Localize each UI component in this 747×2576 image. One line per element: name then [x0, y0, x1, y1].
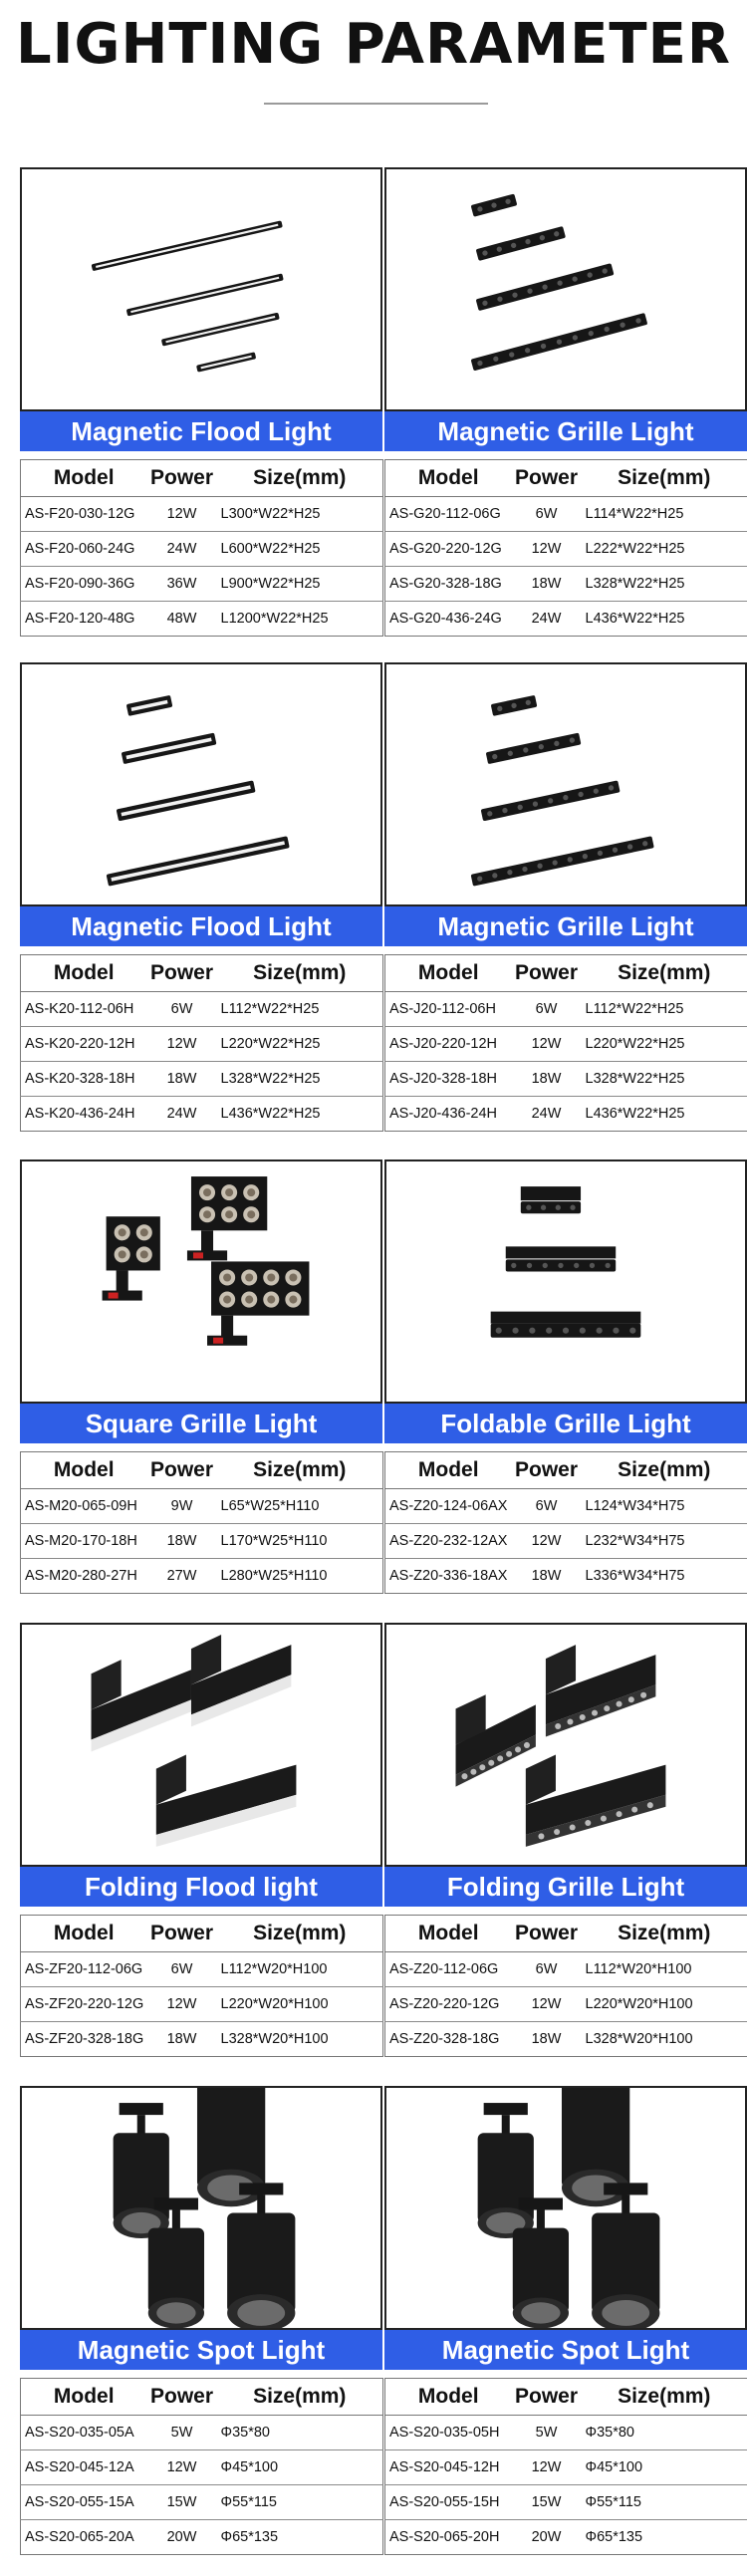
model-cell: AS-ZF20-220-12G [21, 1987, 147, 2022]
table-row [21, 1524, 383, 1559]
table-row [21, 1952, 383, 1987]
model-cell: AS-F20-030-12G [21, 497, 147, 532]
table-row [385, 992, 747, 1027]
model-cell: AS-S20-065-20A [25, 2529, 134, 2545]
model-cell: AS-J20-436-24H [389, 1106, 497, 1122]
table-row [385, 1952, 747, 1987]
column-header-power: Power [512, 2379, 582, 2416]
model-cell: AS-F20-090-36G [21, 567, 147, 602]
power-cell: 18W [147, 1524, 217, 1559]
table-row [21, 567, 383, 602]
size-cell: Φ65*135 [585, 2529, 643, 2545]
column-header-size: Size(mm) [582, 1916, 747, 1952]
column-header-model: Model [21, 2379, 147, 2416]
column-header-model: Model [385, 1452, 512, 1489]
grille-bar-light-photo [384, 662, 747, 906]
model-cell: AS-Z20-232-12AX [385, 1524, 512, 1559]
column-header-size: Size(mm) [217, 460, 383, 497]
column-header-power: Power [512, 460, 582, 497]
power-cell: 24W [531, 1106, 562, 1122]
column-header-model: Model [21, 1916, 147, 1952]
power-cell: 6W [147, 1952, 217, 1987]
table-row [385, 2520, 747, 2555]
model-cell: AS-G20-328-18G [385, 567, 512, 602]
spec-table [20, 459, 383, 637]
column-header-model: Model [385, 2379, 512, 2416]
product-name-banner: Magnetic Grille Light [384, 411, 747, 451]
spec-table [384, 2378, 747, 2555]
size-cell: L112*W20*H100 [217, 1952, 383, 1987]
column-header-power: Power [512, 1452, 582, 1489]
page-title: LIGHTING PARAMETER [16, 12, 731, 77]
table-row [21, 2485, 383, 2520]
model-cell: AS-K20-436-24H [25, 1106, 135, 1122]
column-header-model: Model [21, 955, 147, 992]
table-row [21, 1987, 383, 2022]
column-header-power: Power [147, 2379, 217, 2416]
model-cell: AS-K20-328-18H [21, 1062, 147, 1097]
column-header-power: Power [147, 1452, 217, 1489]
size-cell: L220*W20*H100 [582, 1987, 747, 2022]
power-cell: 9W [147, 1489, 217, 1524]
size-cell: L328*W22*H25 [582, 1062, 747, 1097]
model-cell: AS-S20-045-12H [385, 2450, 512, 2485]
flood-bar-light-photo [20, 662, 382, 906]
size-cell: Φ35*80 [217, 2416, 383, 2450]
size-cell: L112*W22*H25 [217, 992, 383, 1027]
model-cell: AS-S20-055-15H [385, 2485, 512, 2520]
power-cell: 18W [147, 1062, 217, 1097]
power-cell: 12W [512, 1524, 582, 1559]
table-row [385, 1987, 747, 2022]
table-row [21, 1027, 383, 1062]
model-cell: AS-S20-035-05H [385, 2416, 512, 2450]
table-row [385, 2485, 747, 2520]
model-cell: AS-S20-065-20H [389, 2529, 500, 2545]
folding-flood-light-photo [20, 1623, 382, 1867]
power-cell: 12W [147, 2450, 217, 2485]
table-row [385, 1027, 747, 1062]
power-cell: 24W [166, 1106, 197, 1122]
column-header-model: Model [385, 460, 512, 497]
folding-grille-light-photo [384, 1623, 747, 1867]
product-name-banner: Folding Flood light [20, 1867, 382, 1907]
model-cell: AS-Z20-124-06AX [385, 1489, 512, 1524]
model-cell: AS-Z20-112-06G [385, 1952, 512, 1987]
model-cell: AS-F20-120-48G [25, 611, 135, 627]
table-row [21, 1062, 383, 1097]
spec-table [384, 954, 747, 1132]
size-cell: L65*W25*H110 [217, 1489, 383, 1524]
model-cell: AS-K20-220-12H [21, 1027, 147, 1062]
power-cell: 5W [512, 2416, 582, 2450]
table-row [385, 1524, 747, 1559]
size-cell: L232*W34*H75 [582, 1524, 747, 1559]
size-cell: L436*W22*H25 [585, 1106, 685, 1122]
spec-header-row [385, 1452, 747, 1489]
size-cell: L220*W22*H25 [217, 1027, 383, 1062]
model-cell: AS-M20-280-27H [25, 1568, 137, 1584]
table-row [21, 1489, 383, 1524]
product-name-banner: Magnetic Grille Light [384, 906, 747, 946]
spot-light-photo [384, 2086, 747, 2330]
table-row [385, 2022, 747, 2057]
power-cell: 24W [531, 611, 562, 627]
column-header-power: Power [512, 1916, 582, 1952]
column-header-model: Model [385, 1916, 512, 1952]
spec-header-row [21, 1452, 383, 1489]
table-row [385, 2416, 747, 2450]
spec-header-row [21, 1916, 383, 1952]
foldable-grille-light-photo [384, 1159, 747, 1404]
table-row [21, 602, 383, 637]
table-row [385, 497, 747, 532]
product-name-banner: Magnetic Flood Light [20, 411, 382, 451]
table-row [21, 1097, 383, 1132]
table-row [385, 1062, 747, 1097]
power-cell: 12W [147, 497, 217, 532]
table-row [385, 1489, 747, 1524]
spec-header-row [21, 2379, 383, 2416]
column-header-size: Size(mm) [217, 1916, 383, 1952]
model-cell: AS-S20-045-12A [21, 2450, 147, 2485]
table-row [385, 532, 747, 567]
table-row [385, 602, 747, 637]
product-name-banner: Folding Grille Light [384, 1867, 747, 1907]
size-cell: L114*W22*H25 [582, 497, 747, 532]
spec-table [20, 954, 383, 1132]
size-cell: Φ65*135 [220, 2529, 279, 2545]
spec-header-row [385, 460, 747, 497]
power-cell: 6W [512, 1489, 582, 1524]
model-cell: AS-K20-112-06H [21, 992, 147, 1027]
power-cell: 18W [512, 567, 582, 602]
size-cell: L220*W20*H100 [217, 1987, 383, 2022]
model-cell: AS-J20-220-12H [385, 1027, 512, 1062]
column-header-size: Size(mm) [582, 955, 747, 992]
size-cell: Φ35*80 [582, 2416, 747, 2450]
model-cell: AS-ZF20-112-06G [21, 1952, 147, 1987]
column-header-size: Size(mm) [217, 955, 383, 992]
model-cell: AS-Z20-220-12G [385, 1987, 512, 2022]
column-header-power: Power [512, 955, 582, 992]
table-row [385, 1097, 747, 1132]
size-cell: L220*W22*H25 [582, 1027, 747, 1062]
product-name-banner: Magnetic Spot Light [20, 2330, 382, 2370]
size-cell: L328*W20*H100 [220, 2031, 329, 2047]
column-header-size: Size(mm) [582, 460, 747, 497]
spec-header-row [21, 955, 383, 992]
column-header-model: Model [21, 1452, 147, 1489]
column-header-size: Size(mm) [582, 1452, 747, 1489]
table-row [21, 992, 383, 1027]
power-cell: 18W [166, 2031, 197, 2047]
size-cell: L328*W22*H25 [217, 1062, 383, 1097]
size-cell: Φ55*115 [582, 2485, 747, 2520]
column-header-model: Model [385, 955, 512, 992]
table-row [21, 2022, 383, 2057]
power-cell: 6W [512, 1952, 582, 1987]
spec-header-row [385, 2379, 747, 2416]
power-cell: 18W [531, 1568, 562, 1584]
size-cell: L1200*W22*H25 [220, 611, 329, 627]
table-row [385, 567, 747, 602]
table-row [21, 1559, 383, 1594]
product-name-banner: Magnetic Spot Light [384, 2330, 747, 2370]
power-cell: 12W [512, 532, 582, 567]
table-row [21, 497, 383, 532]
power-cell: 18W [531, 2031, 562, 2047]
power-cell: 12W [147, 1027, 217, 1062]
size-cell: Φ55*115 [217, 2485, 383, 2520]
spec-table [20, 2378, 383, 2555]
model-cell: AS-F20-060-24G [21, 532, 147, 567]
size-cell: Φ45*100 [582, 2450, 747, 2485]
model-cell: AS-G20-220-12G [385, 532, 512, 567]
spec-table [384, 1915, 747, 2057]
power-cell: 6W [147, 992, 217, 1027]
power-cell: 24W [147, 532, 217, 567]
power-cell: 36W [147, 567, 217, 602]
size-cell: L436*W22*H25 [220, 1106, 321, 1122]
column-header-model: Model [21, 460, 147, 497]
model-cell: AS-Z20-328-18G [389, 2031, 500, 2047]
model-cell: AS-G20-436-24G [389, 611, 502, 627]
power-cell: 27W [166, 1568, 197, 1584]
table-row [385, 1559, 747, 1594]
grille-linear-light-photo [384, 167, 747, 411]
model-cell: AS-S20-035-05A [21, 2416, 147, 2450]
column-header-power: Power [147, 460, 217, 497]
power-cell: 6W [512, 497, 582, 532]
power-cell: 12W [512, 1027, 582, 1062]
table-row [385, 2450, 747, 2485]
column-header-size: Size(mm) [582, 2379, 747, 2416]
model-cell: AS-M20-170-18H [21, 1524, 147, 1559]
power-cell: 18W [512, 1062, 582, 1097]
table-row [21, 2416, 383, 2450]
spec-table [20, 1915, 383, 2057]
power-cell: 48W [166, 611, 197, 627]
spec-table [384, 1451, 747, 1594]
size-cell: Φ45*100 [217, 2450, 383, 2485]
column-header-power: Power [147, 1916, 217, 1952]
spot-light-photo [20, 2086, 382, 2330]
flood-linear-light-photo [20, 167, 382, 411]
column-header-size: Size(mm) [217, 2379, 383, 2416]
model-cell: AS-S20-055-15A [21, 2485, 147, 2520]
size-cell: L336*W34*H75 [585, 1568, 685, 1584]
spec-header-row [21, 460, 383, 497]
square-grille-light-photo [20, 1159, 382, 1404]
column-header-size: Size(mm) [217, 1452, 383, 1489]
spec-table [384, 459, 747, 637]
size-cell: L900*W22*H25 [217, 567, 383, 602]
size-cell: L600*W22*H25 [217, 532, 383, 567]
size-cell: L328*W20*H100 [585, 2031, 693, 2047]
size-cell: L222*W22*H25 [582, 532, 747, 567]
size-cell: L112*W22*H25 [582, 992, 747, 1027]
model-cell: AS-J20-112-06H [385, 992, 512, 1027]
model-cell: AS-M20-065-09H [21, 1489, 147, 1524]
power-cell: 5W [147, 2416, 217, 2450]
product-name-banner: Magnetic Flood Light [20, 906, 382, 946]
size-cell: L436*W22*H25 [585, 611, 685, 627]
spec-table [20, 1451, 383, 1594]
size-cell: L300*W22*H25 [217, 497, 383, 532]
model-cell: AS-G20-112-06G [385, 497, 512, 532]
power-cell: 20W [166, 2529, 197, 2545]
power-cell: 12W [512, 1987, 582, 2022]
spec-header-row [385, 1916, 747, 1952]
size-cell: L280*W25*H110 [220, 1568, 328, 1584]
size-cell: L328*W22*H25 [582, 567, 747, 602]
size-cell: L112*W20*H100 [582, 1952, 747, 1987]
power-cell: 20W [531, 2529, 562, 2545]
product-name-banner: Square Grille Light [20, 1404, 382, 1443]
model-cell: AS-J20-328-18H [385, 1062, 512, 1097]
model-cell: AS-ZF20-328-18G [25, 2031, 144, 2047]
model-cell: AS-Z20-336-18AX [389, 1568, 508, 1584]
power-cell: 15W [512, 2485, 582, 2520]
spec-header-row [385, 955, 747, 992]
power-cell: 15W [147, 2485, 217, 2520]
title-divider [264, 103, 488, 105]
table-row [21, 2520, 383, 2555]
size-cell: L124*W34*H75 [582, 1489, 747, 1524]
power-cell: 12W [147, 1987, 217, 2022]
table-row [21, 2450, 383, 2485]
table-row [21, 532, 383, 567]
power-cell: 12W [512, 2450, 582, 2485]
product-name-banner: Foldable Grille Light [384, 1404, 747, 1443]
power-cell: 6W [512, 992, 582, 1027]
column-header-power: Power [147, 955, 217, 992]
size-cell: L170*W25*H110 [217, 1524, 383, 1559]
